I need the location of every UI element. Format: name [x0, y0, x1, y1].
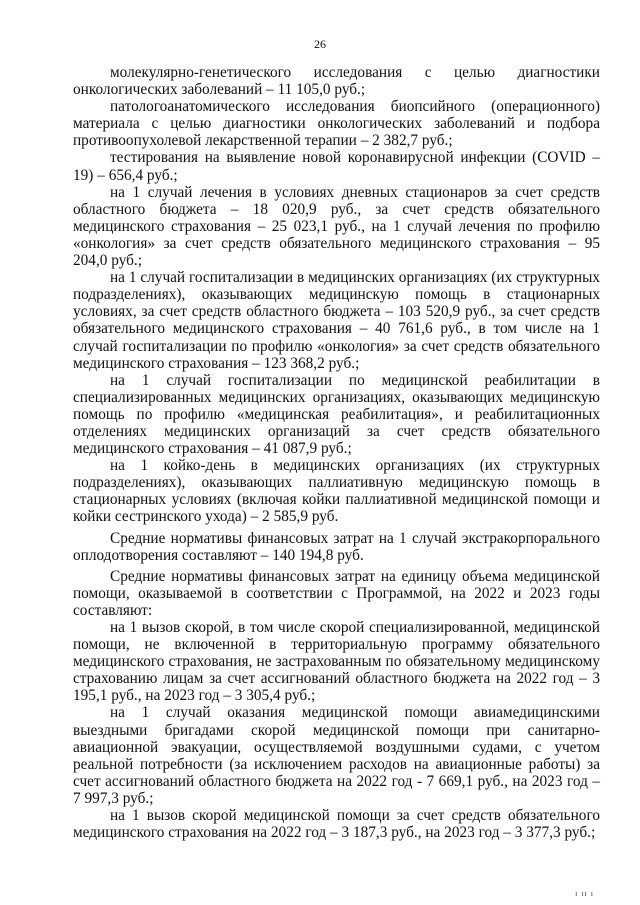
paragraph: на 1 случай оказания медицинской помощи авиамедицинскими выездными бригадами скорой медицинской помощи при санитарно-авиационной эвакуации, осуществляемой воздушными судами, с учетом реальной потребности (за исключением расходов на авиационные работы) за счет ассигнований областного бюджета на 2022 год - 7 669,1 руб., на 2023 год – 7 997,3 руб.; — [73, 704, 600, 807]
paragraph: Средние нормативы финансовых затрат на единицу объема медицинской помощи, оказываемой в соответствии с Программой, на 2022 и 2023 годы составляют: — [73, 567, 600, 619]
document-body — [73, 64, 600, 841]
paragraph: на 1 случай госпитализации в медицинских организациях (их структурных подразделениях), оказывающих медицинскую помощь в стационарных условиях, за счет средств областного бюджета – 103 520,9 руб., за счет средств обязательного медицинского страхования – 40 761,6 руб., в том числе на 1 случай госпитализации по профилю «онкология» за счет средств обязательного медицинского страхования – 123 368,2 руб.; — [73, 269, 600, 372]
paragraph: на 1 койко-день в медицинских организациях (их структурных подразделениях), оказывающих паллиативную медицинскую помощь в стационарных условиях (включая койки паллиативной медицинской помощи и койки сестринского ухода) – 2 585,9 руб. — [73, 457, 600, 526]
paragraph: на 1 вызов скорой медицинской помощи за счет средств обязательного медицинского страхования на 2022 год – 3 187,3 руб., на 2023 год – 3 377,3 руб.; — [73, 807, 600, 842]
paragraph: на 1 случай лечения в условиях дневных стационаров за счет средств областного бюджета – 18 020,9 руб., за счет средств обязательного медицинского страхования – 25 023,1 руб., на 1 случай лечения по профилю «онкология» за счет средств обязательного медицинского страхования – 95 204,0 руб.; — [73, 183, 600, 270]
paragraph: тестирования на выявление новой коронавирусной инфекции (COVID – 19) – 656,4 руб.; — [73, 149, 600, 184]
paragraph: патологоанатомического исследования биопсийного (операционного) материала с целью диагностики онкологических заболеваний и подбора противоопухолевой лекарственной терапии – 2 382,7 руб.; — [73, 98, 600, 150]
paragraph: на 1 вызов скорой, в том числе скорой специализированной, медицинской помощи, не включенной в территориальную программу обязательного медицинского страхования, не застрахованным по обязательному медицинскому страхованию лицам за счет ассигнований областного бюджета на 2022 год – 3 195,1 руб., на 2023 год – 3 305,4 руб.; — [73, 619, 600, 705]
paragraph: на 1 случай госпитализации по медицинской реабилитации в специализированных медицинских организациях, оказывающих медицинскую помощь по профилю «медицинская реабилитация», и реабилитационных отделениях медицинских организаций за счет средств обязательного медицинского страхования – 41 087,9 руб.; — [73, 371, 600, 458]
page-number: 26 — [314, 37, 326, 51]
scan-mark: ı ıı ı — [575, 889, 594, 898]
paragraph: Средние нормативы финансовых затрат на 1 случай экстракорпорального оплодотворения составляют – 140 194,8 руб. — [73, 529, 600, 564]
paragraph: молекулярно-генетического исследования с целью диагностики онкологических заболеваний – 11 105,0 руб.; — [73, 64, 600, 99]
